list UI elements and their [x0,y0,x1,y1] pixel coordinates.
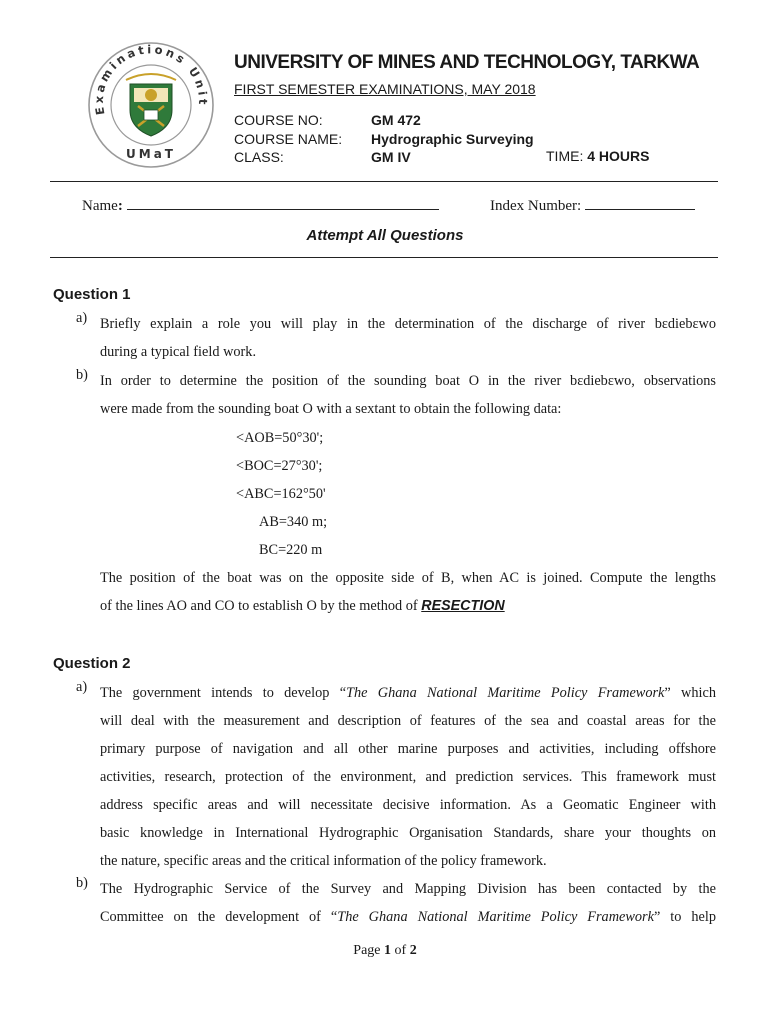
q2-a-line: basic knowledge in International Hydrographic Organisation Standards, share your thoughts on [100,825,716,841]
q1-data-aob: <AOB=50°30'; [236,430,324,446]
name-blank[interactable] [127,195,439,210]
index-number-field [490,195,695,215]
q1-data-ab: AB=340 m; [259,514,328,530]
course-name-label: COURSE NAME: [234,131,343,147]
logo-ring-text: Examinations Unit [91,42,211,117]
q2-a-prefix: The government intends to develop “ [100,685,347,701]
q1-data-boc: <BOC=27°30'; [236,458,323,474]
name-field [82,195,439,215]
q1-data-bc: BC=220 m [259,542,323,558]
q2-a-text [100,679,716,875]
q2-b-suffix: ” to help [653,909,716,925]
class-label: CLASS: [234,149,284,165]
university-title: UNIVERSITY OF MINES AND TECHNOLOGY, TARKWA [234,52,700,73]
q2-a-first-line [100,679,716,707]
q1-b-marker: b) [76,367,88,383]
q2-a-line: will deal with the measurement and description of features of the sea and coastal areas for the [100,713,716,729]
policy-framework-title: The Ghana National Maritime Policy Framework [337,909,654,925]
q1-b-line: were made from the sounding boat O with a sextant to obtain the following data: [100,401,562,417]
q1-b-final-prefix: of the lines AO and CO to establish O by the method of [100,598,422,614]
q1-a-text [100,310,716,366]
q1-a-marker: a) [76,310,88,326]
header-divider [50,181,718,182]
q2-b-marker: b) [76,875,88,891]
time-info [546,148,649,164]
course-name-value: Hydrographic Surveying [371,131,534,147]
instruction-divider [50,257,718,258]
question-2-heading: Question 2 [53,655,131,672]
question-1-heading: Question 1 [53,286,131,303]
page-of: of [394,943,407,958]
q1-b-text [100,367,716,423]
q1-data-abc: <ABC=162°50' [236,486,326,502]
name-label: Name [82,198,118,214]
logo-seal [86,40,216,170]
q2-a-line: address specific areas and will necessitate decisive information. As a Geomatic Engineer with [100,797,716,813]
time-value: 4 HOURS [587,148,650,164]
page-number [0,943,770,959]
q2-a-line: activities, research, protection of the environment, and prediction services. This framework must [100,769,716,785]
q2-a-marker: a) [76,679,88,695]
crest-icon [126,74,176,136]
umat-logo [86,40,216,170]
q2-b-text [100,875,716,931]
q2-b-line: The Hydrographic Service of the Survey and Mapping Division has been contacted by the [100,881,716,897]
course-no-value: GM 472 [371,112,421,128]
q1-a-line: during a typical field work. [100,344,257,360]
index-number-label: Index Number: [490,198,582,214]
resection-emphasis: RESECTION [421,598,505,614]
instruction: Attempt All Questions [306,227,464,244]
time-label: TIME: [546,148,584,164]
course-no-label: COURSE NO: [234,112,323,128]
page-current: 1 [384,943,392,958]
q2-a-line: primary purpose of navigation and all other marine purposes and activities, including offshore [100,741,716,757]
q1-b-conclusion [100,564,716,620]
name-colon: : [117,198,123,214]
q1-a-line: Briefly explain a role you will play in the determination of the discharge of river bɛdiebɛwo [100,316,716,332]
q1-b-line: The position of the boat was on the opposite side of B, when AC is joined. Compute the lengths [100,570,716,586]
policy-framework-title: The Ghana National Maritime Policy Framework [346,685,665,701]
index-number-blank[interactable] [585,195,695,210]
q2-a-line: the nature, specific areas and the critical information of the policy framework. [100,853,547,869]
page-total: 2 [409,943,417,958]
class-value: GM IV [371,149,411,165]
logo-bottom-text: UMaT [126,147,176,161]
q2-a-suffix: ” which [664,685,716,701]
page-word: Page [353,943,381,958]
q1-b-final-line [100,592,716,620]
q1-b-line: In order to determine the position of the sounding boat O in the river bɛdiebɛwo, observations [100,373,716,389]
q2-b-prefix: Committee on the development of “ [100,909,338,925]
exam-session: FIRST SEMESTER EXAMINATIONS, MAY 2018 [234,81,536,97]
q2-b-second-line [100,903,716,931]
